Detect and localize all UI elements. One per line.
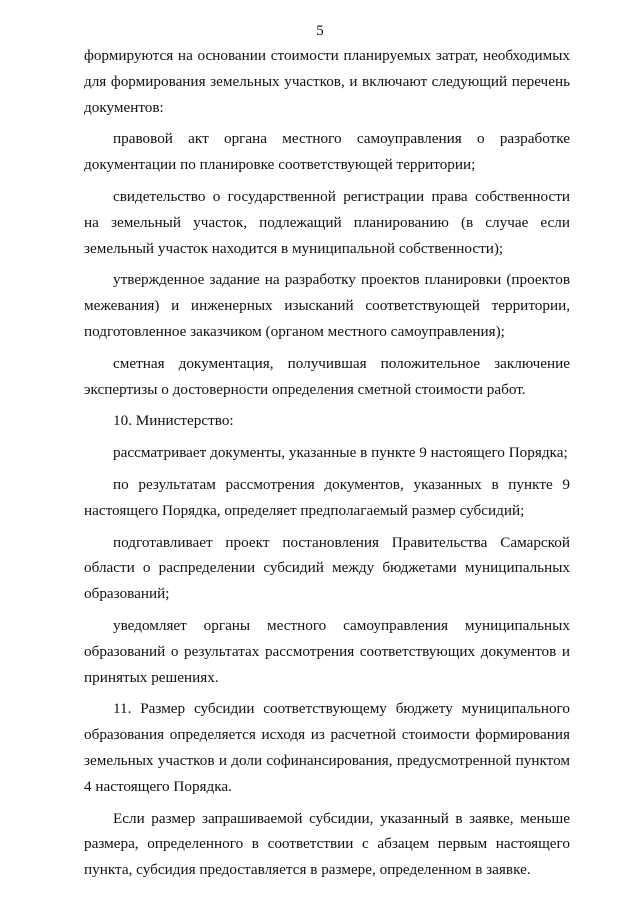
paragraph-documents-list-intro: формируются на основании стоимости планируемых затрат, необходимых для формирования земельных участков, и включают следующий перечень документов: (84, 47, 570, 116)
paragraph-estimate-documentation: сметная документация, получившая положительное заключение экспертизы о достоверности определения сметной стоимости работ. (84, 354, 570, 398)
document-body (84, 43, 570, 883)
paragraph-ministry-heading: 10. Министерство: (113, 412, 234, 430)
paragraph-approved-task: утвержденное задание на разработку проектов планировки (проектов межевания) и инженерных изысканий соответствующей территории, подготовленное заказчиком (органом местного самоуправления); (84, 271, 570, 340)
paragraph-requested-subsidy: Если размер запрашиваемой субсидии, указанный в заявке, меньше размера, определенного в соответствии с абзацем первым настоящего пункта, субсидия предоставляется в размере, определенном в заявке. (84, 809, 570, 879)
paragraph-ownership-certificate: свидетельство о государственной регистрации права собственности на земельный участок, подлежащий планированию (в случае если земельный участок находится в муниципальной собственности); (84, 187, 570, 257)
page-number: 5 (316, 23, 324, 39)
paragraph-draft-resolution: подготавливает проект постановления Правительства Самарской области о распределении субсидий между бюджетами муниципальных образований; (84, 533, 570, 603)
paragraph-determine-subsidies: по результатам рассмотрения документов, указанных в пункте 9 настоящего Порядка, определяет предполагаемый размер субсидий; (84, 475, 570, 519)
paragraph-review-documents: рассматривает документы, указанные в пункте 9 настоящего Порядка; (113, 444, 568, 462)
paragraph-legal-act: правовой акт органа местного самоуправления о разработке документации по планировке соответствующей территории; (84, 130, 570, 174)
paragraph-notify-authorities: уведомляет органы местного самоуправления муниципальных образований о результатах рассмотрения соответствующих документов и принятых решениях. (84, 616, 570, 686)
paragraph-subsidy-amount: 11. Размер субсидии соответствующему бюджету муниципального образования определяется исходя из расчетной стоимости формирования земельных участков и доли софинансирования, предусмотренной пунктом 4 настоящего Порядка. (84, 700, 570, 795)
